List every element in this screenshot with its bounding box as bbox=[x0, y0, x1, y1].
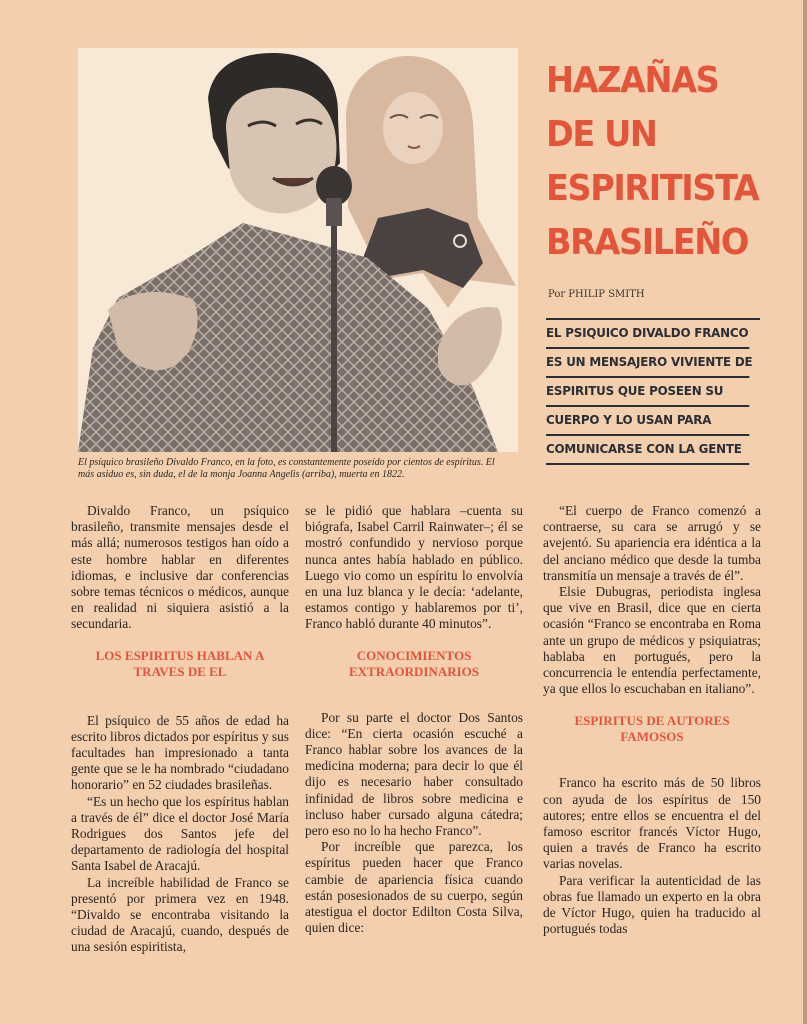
title-line: ESPIRITISTA bbox=[546, 168, 759, 209]
kicker-line: CUERPO Y LO USAN PARA bbox=[546, 407, 749, 436]
article-photo bbox=[78, 48, 518, 452]
kicker-box bbox=[546, 318, 760, 465]
kicker-line: COMUNICARSE CON LA GENTE bbox=[546, 436, 749, 465]
subheading: ESPIRITUS DE AUTORES FAMOSOS bbox=[574, 713, 730, 745]
title-line: HAZAÑAS bbox=[546, 60, 719, 101]
paragraph: “Es un hecho que los espíritus hablan a través de él” dice el doctor José María Rodrigues dos Santos jefe del departamento de radiología del hospital Santa Isabel de Aracajú. bbox=[71, 793, 289, 874]
byline: Por PHILIP SMITH bbox=[548, 289, 645, 300]
page-edge bbox=[803, 0, 807, 1024]
title-line: BRASILEÑO bbox=[546, 222, 748, 263]
paragraph: La increíble habilidad de Franco se presentó por primera vez en 1948. “Divaldo se encontraba visitando la ciudad de Aracajú, cuando, después de una sesión espiritista, bbox=[71, 874, 289, 955]
kicker-line: EL PSIQUICO DIVALDO FRANCO bbox=[546, 320, 749, 349]
paragraph: Divaldo Franco, un psíquico brasileño, transmite mensajes desde el más allá; numerosos testigos han oído a este hombre hablar en diferentes idiomas, e inclusive dar conferencias sobre temas técnicos o médicos, aunque en realidad ni siquiera asistió a la secundaria. bbox=[71, 503, 289, 632]
subheading: LOS ESPIRITUS HABLAN A TRAVES DE EL bbox=[95, 647, 265, 679]
photo-caption: El psíquico brasileño Divaldo Franco, en la foto, es constantemente poseído por cientos de espíritus. El más asiduo es, sin duda, el de la monja Joanna Angelis (arriba), muerta en 1822. bbox=[78, 457, 495, 481]
paragraph: Elsie Dubugras, periodista inglesa que vive en Brasil, dice que en cierta ocasión “Franco se encontraba en Roma ante un grupo de médicos y psiquiatras; hablaba en portugués, pero la concurrencia le entendía perfectamente, ya que ellos lo escuchaban en italiano”. bbox=[543, 584, 761, 697]
paragraph: “El cuerpo de Franco comenzó a contraerse, su cara se arrugó y se avejentó. Su apariencia era idéntica a la del anciano médico que desde la tumba transmitía un mensaje a través de él”. bbox=[543, 503, 761, 583]
title-line: DE UN bbox=[546, 114, 657, 155]
column-3 bbox=[543, 503, 761, 937]
paragraph: Por increíble que parezca, los espíritus pueden hacer que Franco cambie de apariencia física cuando están posesionados de su cuerpo, según atestigua el doctor Edilton Costa Silva, quien dice: bbox=[305, 839, 523, 936]
paragraph: El psíquico de 55 años de edad ha escrito libros dictados por espíritus y sus facultades han impresionado a tanta gente que se le ha nombrado “ciudadano honorario” en 52 ciudades brasileñas. bbox=[71, 712, 289, 793]
paragraph: Franco ha escrito más de 50 libros con ayuda de los espíritus de 150 autores; entre ellos se encuentra el del famoso escritor francés Víctor Hugo, quien a través de Franco ha escrito varias novelas. bbox=[543, 775, 761, 872]
kicker-line: ESPIRITUS QUE POSEEN SU bbox=[546, 378, 749, 407]
paragraph: se le pidió que hablara –cuenta su biógrafa, Isabel Carril Rainwater–; él se mostró confundido y nervioso porque nunca antes había hablado en público. Luego vio como un espíritu lo envolvía en una luz blanca y le decía: ‘adelante, estamos contigo y hablaremos por ti’, Franco habló durante 40 minutos”. bbox=[305, 503, 523, 632]
paragraph: Por su parte el doctor Dos Santos dice: “En cierta ocasión escuché a Franco hablar sobre los avances de la medicina moderna; para decir lo que él dijo es necesario haber consultado infinidad de libros sobre medicina e incluso haber cursado alguna cátedra; pero eso no lo ha hecho Franco”. bbox=[305, 709, 523, 839]
subheading: CONOCIMIENTOS EXTRAORDINARIOS bbox=[348, 647, 480, 679]
article-title bbox=[546, 54, 759, 270]
paragraph: Para verificar la autenticidad de las obras fue llamado un experto en la obra de Víctor Hugo, quien ha traducido al portugués todas bbox=[543, 872, 761, 937]
kicker-line: ES UN MENSAJERO VIVIENTE DE bbox=[546, 349, 749, 378]
column-2 bbox=[305, 503, 523, 936]
column-1 bbox=[71, 503, 289, 956]
